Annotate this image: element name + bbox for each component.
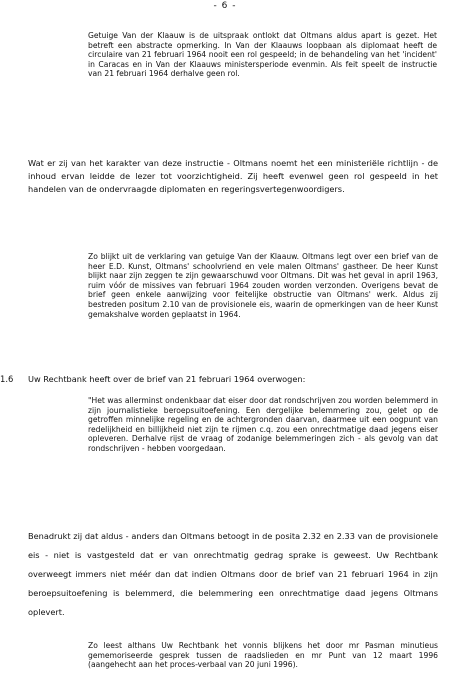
quote-paragraph-4: Zo leest althans Uw Rechtbank het vonnis blijkens het door mr Pasman minutieus gememoriseerde gesprek tussen de raadslieden en mr Punt van 12 maart 1996 (aangehecht aan het proces-verbaal van 20 juni 1996). [88,641,438,670]
body-paragraph-1: Wat er zij van het karakter van deze instructie - Oltmans noemt het een ministeriële richtlijn - de inhoud ervan leidde de lezer tot voorzichtigheid. Zij heeft evenwel geen rol gespeeld in het handelen van de ondervraagde diplomaten en regeringsvertegenwoordigers. [28,158,438,194]
quote-paragraph-intro: Getuige Van der Klaauw is de uitspraak ontlokt dat Oltmans aldus apart is gezet. Het betreft een abstracte opmerking. In Van der Klaauws loopbaan als diplomaat heeft de circulaire van 21 februari 1964 nooit een rol gespeeld; in de behandeling van het 'incident' in Caracas en in Van der Klaauws ministersperiode evenmin. Als feit speelt de instructie van 21 februari 1964 derhalve geen rol. [88,31,437,79]
section-number: 1.6 [0,374,14,384]
quote-paragraph-2: Zo blijkt uit de verklaring van getuige Van der Klaauw. Oltmans legt over een brief van de heer E.D. Kunst, Oltmans' schoolvriend en vele malen Oltmans' gastheer. De heer Kunst blijkt naar zijn zeggen te zijn gewaarschuwd voor Oltmans. Dit was het geval in april 1963, ruim vóór de missives van februari 1964 zouden worden verzonden. Overigens bevat de brief geen enkele aanwijzing voor feitelijke obstructie van Oltmans' werk. Aldus zij bestreden positum 2.10 van de provisionele eis, waarin de opmerkingen van de heer Kunst gemakshalve worden geplaatst in 1964. [88,252,438,319]
page-number: - 6 - [213,1,237,11]
section-intro: Uw Rechtbank heeft over de brief van 21 februari 1964 overwogen: [28,374,306,384]
quote-paragraph-3: "Het was allerminst ondenkbaar dat eiser door dat rondschrijven zou worden belemmerd in zijn journalistieke beroepsuitoefening. Een dergelijke belemmering zou, gelet op de getroffen minnelijke regeling en de achtergronden daarvan, daarmee uit een oogpunt van redelijkheid en billijkheid niet zijn te rijmen c.q. zou een onrechtmatige daad jegens eiser opleveren. Derhalve rijst de vraag of zodanige belemmeringen zich - als gevolg van dat rondschrijven - hebben voorgedaan. [88,396,438,453]
body-paragraph-2: Benadrukt zij dat aldus - anders dan Oltmans betoogt in de posita 2.32 en 2.33 van de provisionele eis - niet is vastgesteld dat er van onrechtmatig gedrag sprake is geweest. Uw Rechtbank overweegt immers niet méér dan dat indien Oltmans door de brief van 21 februari 1964 in zijn beroepsuitoefening is belemmerd, die belemmering een onrechtmatige daad jegens Oltmans oplevert. [28,531,438,617]
